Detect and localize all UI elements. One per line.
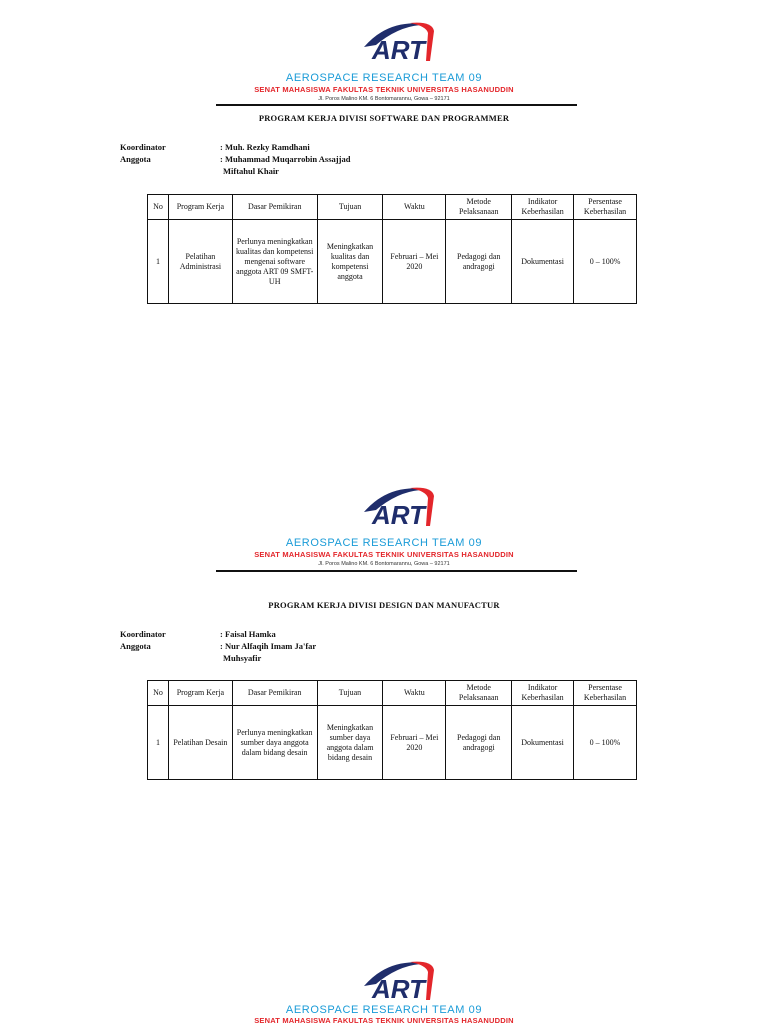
- header-cell: Waktu: [383, 195, 446, 220]
- header-cell: No: [148, 195, 169, 220]
- table-cell: Februari – Mei 2020: [383, 220, 446, 304]
- table-cell: Pelatihan Administrasi: [168, 220, 232, 304]
- senat-name: SENAT MAHASISWA FAKULTAS TEKNIK UNIVERSITAS HASANUDDIN: [254, 85, 514, 94]
- address: Jl. Poros Malino KM. 6 Bontomarannu, Gowa – 92171: [318, 96, 450, 102]
- table-cell: Meningkatkan kualitas dan kompetensi anggota: [317, 220, 383, 304]
- section-title: PROGRAM KERJA DIVISI SOFTWARE DAN PROGRAMMER: [258, 113, 510, 123]
- table-cell: Pelatihan Desain: [168, 706, 232, 780]
- team-name: AEROSPACE RESEARCH TEAM 09: [285, 1004, 483, 1016]
- art-logo: [360, 956, 436, 1002]
- table-cell: Perlunya meningkatkan kualitas dan kompetensi mengenai software anggota ART 09 SMFT-UH: [232, 220, 317, 304]
- logo-text: ART: [372, 35, 425, 63]
- header-cell: No: [148, 681, 169, 706]
- logo-text: ART: [372, 974, 425, 1002]
- team-name: AEROSPACE RESEARCH TEAM 09: [285, 537, 483, 549]
- address: Jl. Poros Malino KM. 6 Bontomarannu, Gowa – 92171: [318, 561, 450, 567]
- header-cell: Waktu: [383, 681, 446, 706]
- header-cell: Tujuan: [317, 681, 383, 706]
- header-cell: Program Kerja: [168, 195, 232, 220]
- table-cell: Dokumentasi: [512, 220, 574, 304]
- table-cell: 0 – 100%: [574, 706, 637, 780]
- table-cell: Pedagogi dan andragogi: [446, 220, 512, 304]
- anggota-value-2: Miftahul Khair: [223, 166, 279, 176]
- header-cell: Metode Pelaksanaan: [446, 195, 512, 220]
- table-cell: Meningkatkan sumber daya anggota dalam bidang desain: [317, 706, 383, 780]
- senat-name: SENAT MAHASISWA FAKULTAS TEKNIK UNIVERSITAS HASANUDDIN: [254, 550, 514, 559]
- section-title: PROGRAM KERJA DIVISI DESIGN DAN MANUFACTUR: [268, 600, 500, 610]
- koordinator-value: : Faisal Hamka: [220, 629, 276, 639]
- koordinator-label: Koordinator: [120, 629, 166, 639]
- header-cell: Dasar Pemikiran: [232, 195, 317, 220]
- header-cell: Program Kerja: [168, 681, 232, 706]
- header-cell: Metode Pelaksanaan: [446, 681, 512, 706]
- header-cell: Persentase Keberhasilan: [574, 681, 637, 706]
- header-cell: Dasar Pemikiran: [232, 681, 317, 706]
- anggota-label: Anggota: [120, 641, 151, 651]
- header-cell: Indikator Keberhasilan: [512, 195, 574, 220]
- koordinator-value: : Muh. Rezky Ramdhani: [220, 142, 310, 152]
- anggota-value-1: : Nur Alfaqih Imam Ja'far: [220, 641, 317, 651]
- header-cell: Indikator Keberhasilan: [512, 681, 574, 706]
- table-cell: 1: [148, 706, 169, 780]
- table-cell: Februari – Mei 2020: [383, 706, 446, 780]
- anggota-label: Anggota: [120, 154, 151, 164]
- anggota-value-2: Muhsyafir: [223, 653, 262, 663]
- senat-name: SENAT MAHASISWA FAKULTAS TEKNIK UNIVERSITAS HASANUDDIN: [254, 1016, 514, 1025]
- table-cell: 0 – 100%: [574, 220, 637, 304]
- table-cell: Dokumentasi: [512, 706, 574, 780]
- koordinator-label: Koordinator: [120, 142, 166, 152]
- table-cell: Pedagogi dan andragogi: [446, 706, 512, 780]
- header-cell: Persentase Keberhasilan: [574, 195, 637, 220]
- table-cell: Perlunya meningkatkan sumber daya anggota dalam bidang desain: [232, 706, 317, 780]
- table-cell: 1: [148, 220, 169, 304]
- team-name: AEROSPACE RESEARCH TEAM 09: [285, 72, 483, 84]
- anggota-value-1: : Muhammad Muqarrobin Assajjad: [220, 154, 351, 164]
- logo-text: ART: [372, 500, 425, 528]
- header-cell: Tujuan: [317, 195, 383, 220]
